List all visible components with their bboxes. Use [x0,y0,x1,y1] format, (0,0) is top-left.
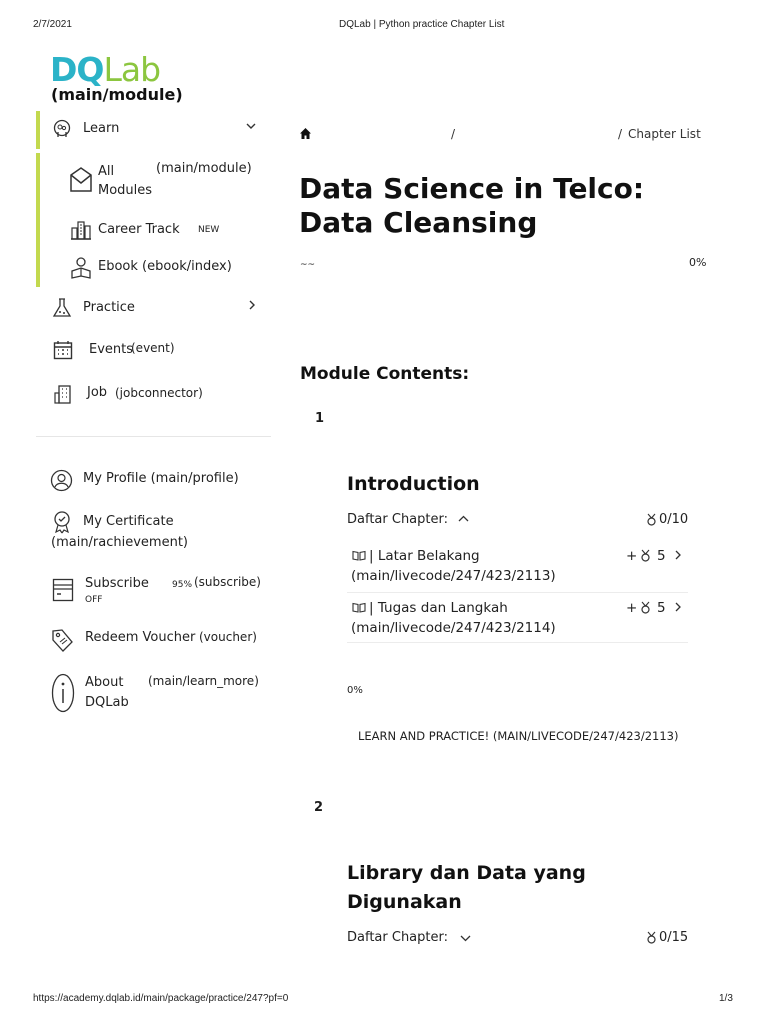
tag-icon [50,627,74,653]
chapter-plus: + [626,548,638,564]
nav-learn[interactable]: Learn [83,121,120,136]
section-score: 0/10 [659,512,689,527]
nav-all-modules-line1[interactable]: All [98,164,115,179]
print-page: 1/3 [719,993,733,1004]
flask-icon [52,297,72,319]
print-url: https://academy.dqlab.id/main/package/practice/247?pf=0 [33,993,289,1004]
certificate-icon [51,510,73,534]
section-title: Introduction [347,473,480,495]
nav-about-route: (main/learn_more) [148,674,259,688]
brain-icon [52,119,72,139]
nav-all-modules-line2[interactable]: Modules [98,183,153,198]
nav-career-track[interactable]: Career Track [98,222,180,237]
new-badge: NEW [198,225,220,235]
chapter-plus: + [626,600,638,616]
subscribe-off-label: OFF [85,595,103,605]
chapter-points: 5 [657,548,666,564]
nav-about-line1[interactable]: About [85,675,124,690]
module-contents-heading: Module Contents: [300,364,470,384]
breadcrumb-separator: / [451,127,456,141]
chevron-down-icon[interactable] [246,123,256,130]
city-icon [70,220,92,240]
book-icon [352,550,366,561]
chevron-right-icon[interactable] [675,602,682,612]
chevron-up-icon[interactable] [458,515,469,522]
chapter-points: 5 [657,600,666,616]
nav-job-route: (jobconnector) [115,386,203,400]
nav-my-certificate-route: (main/rachievement) [51,535,189,550]
chevron-right-icon[interactable] [249,300,256,310]
building-icon [53,384,73,404]
section-title-line2: Digunakan [347,891,462,913]
envelope-icon [68,165,94,195]
chapter-list-label[interactable]: Daftar Chapter: [347,930,448,945]
chapter-title[interactable]: | Tugas dan Langkah [369,600,508,616]
user-icon [50,469,73,492]
progress-left: ~~ [300,260,316,270]
learn-submenu-bar [36,153,40,287]
home-icon[interactable] [299,127,312,140]
sidebar-divider [36,436,271,437]
chapter-route: (main/livecode/247/423/2114) [351,620,556,636]
learn-practice-button[interactable]: LEARN AND PRACTICE! (MAIN/LIVECODE/247/423/2113) [358,729,679,743]
learn-active-bar [36,111,40,149]
reader-icon [70,256,92,280]
dqlab-logo[interactable]: DQLab [50,50,161,89]
info-icon [51,673,75,713]
nav-job[interactable]: Job [87,385,108,400]
chapter-divider [347,592,688,593]
nav-about-line2[interactable]: DQLab [85,695,129,710]
book-icon [352,602,366,613]
nav-subscribe-route: (subscribe) [194,575,261,589]
logo-route: (main/module) [51,85,183,104]
page-title: Data Science in Telco: Data Cleansing [299,172,645,239]
nav-voucher-route: (voucher) [199,630,257,644]
medal-icon [640,601,651,614]
chevron-down-icon[interactable] [460,935,471,942]
section-title-line1: Library dan Data yang [347,862,586,884]
nav-redeem-voucher[interactable]: Redeem Voucher [85,630,196,645]
nav-practice[interactable]: Practice [83,300,135,315]
chapter-route: (main/livecode/247/423/2113) [351,568,556,584]
calendar-icon [53,340,73,360]
section-score: 0/15 [659,930,689,945]
chapter-list-label[interactable]: Daftar Chapter: [347,512,448,527]
breadcrumb-current: Chapter List [628,127,701,141]
breadcrumb-separator: / [618,127,623,141]
chapter-divider [347,642,688,643]
print-title: DQLab | Python practice Chapter List [339,19,505,30]
medal-icon [646,513,657,526]
nav-my-certificate[interactable]: My Certificate [83,514,174,529]
chapter-title[interactable]: | Latar Belakang [369,548,480,564]
module-progress: 0% [689,256,707,269]
nav-all-modules-route: (main/module) [156,161,252,176]
medal-icon [646,931,657,944]
section-number: 2 [314,800,324,815]
nav-ebook[interactable]: Ebook (ebook/index) [98,259,232,274]
nav-subscribe[interactable]: Subscribe [85,576,149,591]
nav-my-profile[interactable]: My Profile (main/profile) [83,471,239,486]
chevron-right-icon[interactable] [675,550,682,560]
section-number: 1 [315,411,325,426]
card-icon [52,578,74,602]
section-progress: 0% [347,685,363,696]
subscribe-discount: 95% [172,580,193,590]
nav-events[interactable]: Events [89,342,134,357]
nav-events-route: (event) [131,341,175,355]
print-date: 2/7/2021 [33,19,72,30]
medal-icon [640,549,651,562]
